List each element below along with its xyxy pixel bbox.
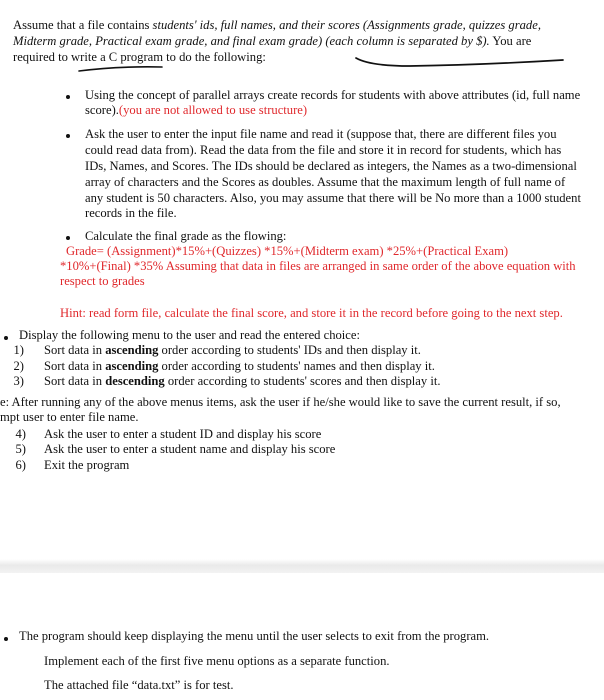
bullet2-line-5: any student is 50 characters. Also, you may assume that there will be No more than a 1000 student [85,191,581,205]
bullet-dot-1 [66,95,70,99]
intro-line-2-italic: Midterm grade, Practical exam grade, and final exam grade) (each column is separated by $). [13,34,490,48]
menu-intro: Display the following menu to the user and read the entered choice: [19,328,360,342]
menu-item-1-number: 1) [13,343,24,357]
bullet1-line-1: Using the concept of parallel arrays create records for students with above attributes (id, full name [85,88,581,102]
formula-line-1: Grade= (Assignment)*15%+(Quizzes) *15%+(Midterm exam) *25%+(Practical Exam) [66,244,509,258]
menu-item-3-a: Sort data in [44,374,106,388]
menu-item-3 [44,374,440,390]
underline-stroke-short [79,67,162,71]
menu-item-1-b: ascending [105,343,159,357]
menu-item-3-c: order according to students' scores and then display it. [164,374,441,388]
save-note-line-2: mpt user to enter file name. [0,410,139,424]
menu-item-2-number: 2) [13,359,24,373]
menu-item-1 [44,343,421,359]
menu-item-5-number: 5) [15,442,26,456]
formula-line-2: *10%+(Final) *35% Assuming that data in files are arranged in same order of the above equation with [60,259,576,273]
bullet-dot-2 [66,134,70,138]
bullet1-line-2-red: (you are not allowed to use structure) [118,103,308,117]
menu-item-1-a: Sort data in [44,343,106,357]
menu-item-6: Exit the program [44,458,130,472]
bullet2-line-3: IDs, Names, and Scores. The IDs should be declared as integers, the Names as a two-dimensional [85,159,577,173]
intro-line-1-italic: students' ids, full names, and their scores (Assignments grade, quizzes grade, [152,18,541,32]
bullet2-line-6: records in the file. [85,206,177,220]
bullet-dot-4 [4,336,8,340]
underline-stroke-long [356,58,563,66]
menu-item-4: Ask the user to enter a student ID and display his score [44,427,322,441]
bullet1-line-2-plain: score). [85,103,119,117]
bullet2-line-2: could read data from). Read the data from the file and store it in record for students, which has [85,143,562,157]
menu-item-3-number: 3) [13,374,24,388]
menu-item-5: Ask the user to enter a student name and display his score [44,442,336,456]
menu-item-3-b: descending [105,374,165,388]
save-note-line-1: e: After running any of the above menus items, ask the user if he/she would like to save the current result, if so, [0,395,561,409]
bullet2-line-4: array of characters and the Scores as doubles. Assume that the maximum length of full name of [85,175,566,189]
menu-item-2-a: Sort data in [44,359,106,373]
intro-line-2-plain: You are [489,34,532,48]
hand-underline-marks [0,0,604,80]
menu-item-2 [44,359,435,375]
intro-line-3: required to write a C program to do the following: [13,50,266,64]
menu-item-6-number: 6) [15,458,26,472]
hint-text: Hint: read form file, calculate the final score, and store it in the record before going to the next step. [60,306,563,320]
menu-item-2-c: order according to students' names and then display it. [158,359,435,373]
bullet-dot-3 [66,236,70,240]
page-break-band [0,559,604,573]
bullet3-line-1: Calculate the final grade as the flowing: [85,229,287,243]
intro-line-1-plain: Assume that a file contains [13,18,153,32]
bullet1-line-2 [85,103,307,119]
footer-line-1: The program should keep displaying the menu until the user selects to exit from the program. [19,629,490,643]
footer-line-3: The attached file “data.txt” is for test. [44,678,234,692]
formula-line-3: respect to grades [60,274,145,288]
menu-item-2-b: ascending [105,359,159,373]
menu-item-4-number: 4) [15,427,26,441]
menu-item-1-c: order according to students' IDs and then display it. [158,343,421,357]
bullet-dot-5 [4,637,8,641]
footer-line-2: Implement each of the first five menu options as a separate function. [44,654,390,668]
bullet2-line-1: Ask the user to enter the input file name and read it (suppose that, there are different files you [85,127,557,141]
